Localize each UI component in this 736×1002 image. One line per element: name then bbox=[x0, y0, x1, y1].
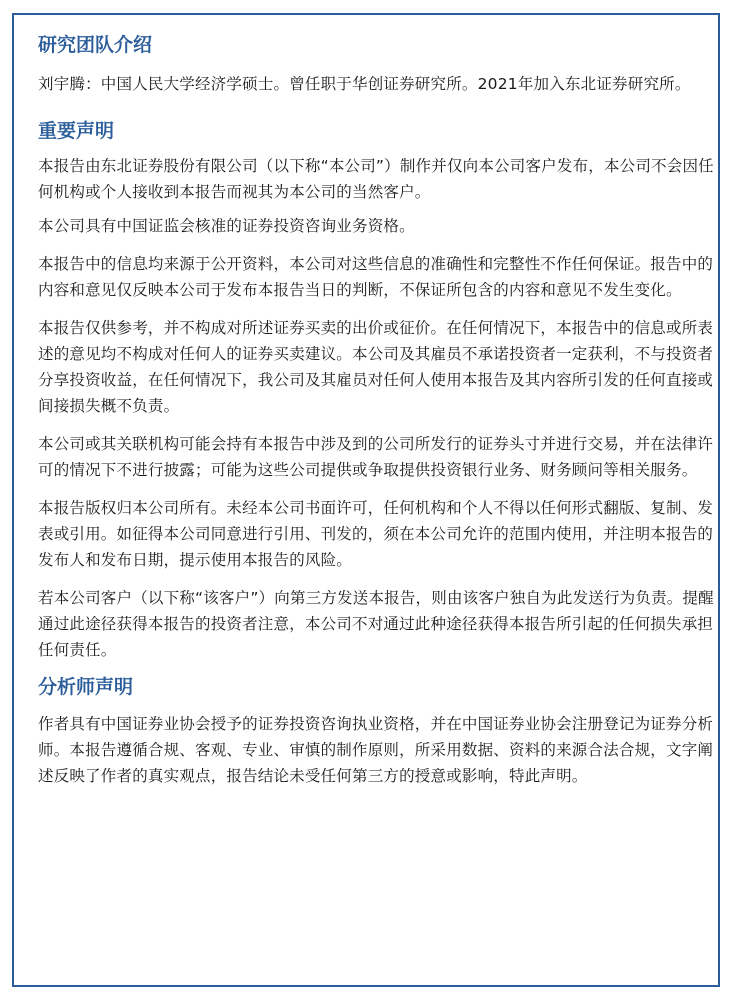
team-member-bio: 刘宇腾：中国人民大学经济学硕士。曾任职于华创证券研究所。2021年加入东北证券研究所。 bbox=[38, 75, 691, 93]
disclaimer-paragraph: 本报告仅供参考，并不构成对所述证券买卖的出价或征价。在任何情况下，本报告中的信息或所表述的意见均不构成对任何人的证券买卖建议。本公司及其雇员不承诺投资者一定获利，不与投资者分享投资收益，在任何情况下，我公司及其雇员对任何人使用本报告及其内容所引发的任何直接或间接损失概不负责。 bbox=[38, 319, 714, 415]
disclaimer-paragraph: 本公司或其关联机构可能会持有本报告中涉及到的公司所发行的证券头寸并进行交易，并在法律许可的情况下不进行披露；可能为这些公司提供或争取提供投资银行业务、财务顾问等相关服务。 bbox=[38, 435, 714, 479]
section-title-disclaimer: 重要声明 bbox=[38, 120, 115, 142]
disclaimer-paragraph: 本报告版权归本公司所有。未经本公司书面许可，任何机构和个人不得以任何形式翻版、复制、发表或引用。如征得本公司同意进行引用、刊发的，须在本公司允许的范围内使用，并注明本报告的发布人和发布日期，提示使用本报告的风险。 bbox=[38, 499, 714, 569]
disclaimer-paragraph: 若本公司客户（以下称“该客户”）向第三方发送本报告，则由该客户独自为此发送行为负责。提醒通过此途径获得本报告的投资者注意，本公司不对通过此种途径获得本报告所引起的任何损失承担任何责任。 bbox=[38, 589, 714, 659]
section-title-analyst-statement: 分析师声明 bbox=[38, 676, 134, 698]
disclaimer-paragraph: 本公司具有中国证监会核准的证券投资咨询业务资格。 bbox=[38, 217, 415, 235]
document-content bbox=[38, 31, 714, 789]
disclaimer-paragraph: 本报告中的信息均来源于公开资料，本公司对这些信息的准确性和完整性不作任何保证。报告中的内容和意见仅反映本公司于发布本报告当日的判断，不保证所包含的内容和意见不发生变化。 bbox=[38, 255, 714, 299]
analyst-statement-paragraph: 作者具有中国证券业协会授予的证券投资咨询执业资格，并在中国证券业协会注册登记为证券分析师。本报告遵循合规、客观、专业、审慎的制作原则，所采用数据、资料的来源合法合规，文字阐述反映了作者的真实观点，报告结论未受任何第三方的授意或影响，特此声明。 bbox=[38, 715, 714, 785]
document-frame bbox=[12, 13, 720, 987]
section-title-research-team: 研究团队介绍 bbox=[38, 34, 153, 56]
disclaimer-paragraph: 本报告由东北证券股份有限公司（以下称“本公司”）制作并仅向本公司客户发布，本公司不会因任何机构或个人接收到本报告而视其为本公司的当然客户。 bbox=[38, 157, 714, 201]
